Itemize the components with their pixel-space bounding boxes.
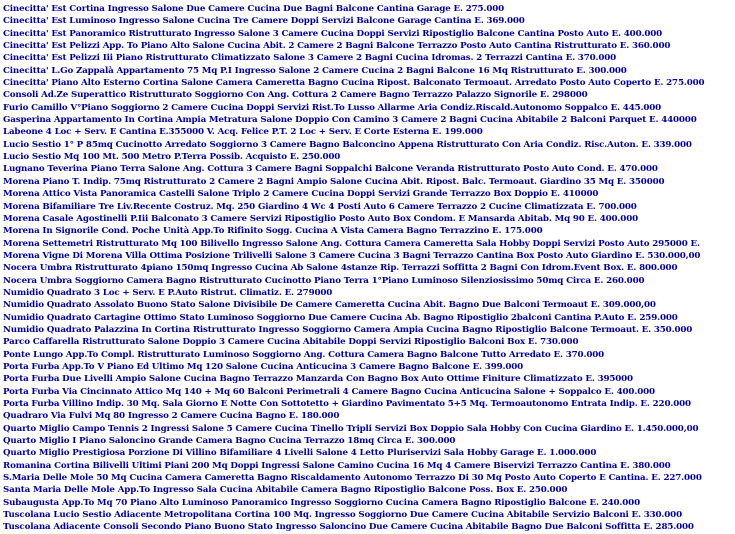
listing-item bbox=[3, 519, 735, 531]
listing-link[interactable]: Cinecitta' Piano Alto Esterno Cortina Salone Camera Cameretta Bagno Cucina Ripost. Balconato Termoaut. Arredato Posto Auto Coperto E. 275.000 bbox=[3, 78, 705, 89]
listing-item bbox=[3, 507, 735, 519]
listing-item bbox=[3, 384, 735, 396]
listing-link[interactable]: Cinecitta' Est Pelizzi Iii Piano Ristrutturato Climatizzato Salone 3 Camere 2 Bagni Cucina Idromas. 2 Terrazzi Cantina E. 370.000 bbox=[3, 53, 617, 64]
listing-item bbox=[3, 248, 735, 260]
listing-item bbox=[3, 100, 735, 112]
listing-item bbox=[3, 223, 735, 235]
listing-item bbox=[3, 50, 735, 62]
listing-link[interactable]: Parco Caffarella Ristrutturato Salone Doppio 3 Camere Cucina Abitabile Doppi Servizi Ripostiglio Balconi Box E. 730.000 bbox=[3, 337, 579, 348]
listing-link[interactable]: Porta Furba Villino Indip. 30 Mq. Sala Giorno E Notte Con Sottotetto + Giardino Pavimentato 5+5 Mq. Termoautonomo Entrata Indip. E. 220.000 bbox=[3, 399, 691, 409]
listing-link[interactable]: Gasperina Appartamento In Cortina Ampia Metratura Salone Doppio Con Camino 3 Camere 2 Bagni Cucina Abitabile 2 Balconi Parquet E. 440000 bbox=[3, 115, 697, 126]
listing-item bbox=[3, 211, 735, 223]
listing-item bbox=[3, 359, 735, 371]
listing-link[interactable]: Quarto Miglio I Piano Saloncino Grande Camera Bagno Cucina Terrazzo 18mq Circa E. 300.000 bbox=[3, 436, 456, 447]
listing-link[interactable]: Lugnano Teverina Piano Terra Salone Ang. Cottura 3 Camere Bagni Soppalchi Balcone Veranda Ristrutturato Posto Auto Cond. E. 470.000 bbox=[3, 164, 658, 175]
listing-link[interactable]: Tuscolana Lucio Sestio Adiacente Metropolitana Cortina 100 Mq. Ingresso Soggiorno Due Camere Cucina Abitabile Servizio Balconi E. 330.000 bbox=[3, 510, 682, 521]
listing-link[interactable]: Numidio Quadrato Assolato Buono Stato Salone Divisibile De Camere Cameretta Cucina Abit. Bagno Due Balconi Termoaut E. 309.000,00 bbox=[3, 300, 656, 311]
listing-link[interactable]: Romanina Cortina Bilivelli Ultimi Piani 200 Mq Doppi Ingressi Salone Camino Cucina 16 Mq 4 Camere Biservizi Terrazzo Cantina E. 380.000 bbox=[3, 460, 671, 471]
listing-link[interactable]: Quarto Miglio Prestigiosa Porzione Di Villino Bifamiliare 4 Livelli Salone 4 Letto Pluriservizi Sala Hobby Garage E. 1.000.000 bbox=[3, 448, 597, 459]
listing-item bbox=[3, 137, 735, 149]
listing-item bbox=[3, 112, 735, 124]
listing-item bbox=[3, 408, 735, 420]
listing-item bbox=[3, 13, 735, 25]
listing-link[interactable]: Morena In Signorile Cond. Poche Unità App.To Rifinito Sogg. Cucina A Vista Camera Bagno Terrazzino E. 175.000 bbox=[3, 226, 543, 237]
listing-item bbox=[3, 38, 735, 50]
listing-item bbox=[3, 174, 735, 186]
listing-item bbox=[3, 26, 735, 38]
listing-link[interactable]: Quadraro Via Fulvi Mq 80 Ingresso 2 Camere Cucina Bagno E. 180.000 bbox=[3, 411, 340, 422]
listing-link[interactable]: Morena Bifamiliare Tre Liv.Recente Costruz. Mq. 250 Giardino 4 Wc 4 Posti Auto 6 Camere Terrazzo 2 Cucine Climatizzata E. 700.000 bbox=[3, 201, 637, 212]
listing-link[interactable]: Furio Camillo V°Piano Soggiorno 2 Camere Cucina Doppi Servizi Rist.To Lusso Allarme Aria Condiz.Riscald.Autonomo Soppalco E. 445.000 bbox=[3, 102, 662, 113]
listing-link[interactable]: Numidio Quadrato Cartagine Ottimo Stato Luminoso Soggiorno Due Camere Cucina Ab. Bagno Ripostiglio 2balconi Cantina P.Auto E. 259.000 bbox=[3, 312, 678, 323]
listing-link[interactable]: Morena Attico Vista Panoramica Castelli Salone Triplo 2 Camere Cucina Doppi Servizi Grande Terrazzo Box Doppio E. 410000 bbox=[3, 189, 599, 200]
listing-link[interactable]: Cinecitta' L.Go Zappalà Appartamento 75 Mq P.I Ingresso Salone 2 Camere Cucina 2 Bagni Balcone 16 Mq Ristrutturato E. 300.000 bbox=[3, 65, 627, 76]
listing-link[interactable]: Labeone 4 Loc + Serv. E Cantina E.355000 V. Acq. Felice P.T. 2 Loc + Serv. E Corte Esterna E. 199.000 bbox=[3, 127, 483, 138]
listing-item bbox=[3, 1, 735, 13]
listing-item bbox=[3, 433, 735, 445]
listing-link[interactable]: Subaugusta App.To Mq 70 Piano Alto Luminoso Panoramico Ingresso Soggiorno Cucina Camera Bagno Ripostiglio Balcone E. 240.000 bbox=[3, 497, 640, 508]
listing-item bbox=[3, 87, 735, 99]
listing-link[interactable]: Ponte Lungo App.To Compl. Ristrutturato Luminoso Soggiorno Ang. Cottura Camera Bagno Balcone Tutto Arredato E. 370.000 bbox=[3, 349, 605, 360]
listing-item bbox=[3, 297, 735, 309]
listing-link[interactable]: Lucio Sestio Mq 100 Mt. 500 Metro P.Terra Possib. Acquisto E. 250.000 bbox=[3, 152, 341, 163]
listing-link[interactable]: Cinecitta' Est Luminoso Ingresso Salone Cucina Tre Camere Doppi Servizi Balcone Garage Cantina E. 369.000 bbox=[3, 16, 525, 27]
listing-item bbox=[3, 495, 735, 507]
listing-item bbox=[3, 63, 735, 75]
listing-item bbox=[3, 334, 735, 346]
listing-item bbox=[3, 260, 735, 272]
listing-item bbox=[3, 236, 735, 248]
listing-link[interactable]: Morena Settemetri Ristrutturato Mq 100 Bilivello Ingresso Salone Ang. Cottura Camera Cameretta Sala Hobby Doppi Servizi Posto Auto 295000 E. bbox=[3, 238, 700, 249]
listing-item bbox=[3, 347, 735, 359]
listing-item bbox=[3, 396, 735, 408]
listing-item bbox=[3, 149, 735, 161]
listing-item bbox=[3, 186, 735, 198]
listing-link[interactable]: Nocera Umbra Ristrutturato 4piano 150mq Ingresso Cucina Ab Salone 4stanze Rip. Terrazzi Soffitta 2 Bagni Con Idrom.Event Box. E. 800.000 bbox=[3, 263, 678, 274]
listing-link[interactable]: S.Maria Delle Mole 50 Mq Cucina Camera Cameretta Bagno Riscaldamento Autonomo Terrazzo Di 30 Mq Posto Auto Coperto E Cantina. E. 227.000 bbox=[3, 473, 702, 484]
listing-item bbox=[3, 371, 735, 383]
listing-link[interactable]: Porta Furba App.To V Piano Ed Ultimo Mq 120 Salone Cucina Anticucina 3 Camere Bagno Balcone E. 399.000 bbox=[3, 361, 524, 372]
listing-item bbox=[3, 285, 735, 297]
listing-item bbox=[3, 445, 735, 457]
listing-link[interactable]: Tuscolana Adiacente Consoli Secondo Piano Buono Stato Ingresso Saloncino Due Camere Cucina Abitabile Bagno Due Balconi Soffitta E. 285.000 bbox=[3, 522, 694, 533]
listing-link[interactable]: Morena Vigne Di Morena Villa Ottima Posizione Trilivelli Salone 3 Camere Cucina 3 Bagni Terrazzo Cantina Box Posto Auto Giardino E. 530.000,00 bbox=[3, 250, 701, 261]
listing-item bbox=[3, 161, 735, 173]
listing-link[interactable]: Cinecitta' Est Panoramico Ristrutturato Ingresso Salone 3 Camere Cucina Doppi Servizi Ripostiglio Balcone Cantina Posto Auto E. 400.000 bbox=[3, 28, 663, 39]
listing-item bbox=[3, 421, 735, 433]
listing-link[interactable]: Porta Furba Due Livelli Ampio Salone Cucina Bagno Terrazzo Manzarda Con Bagno Box Auto Ottime Finiture Climatizzato E. 395000 bbox=[3, 374, 633, 385]
listing-link[interactable]: Consoli Ad.Ze Superattico Ristrutturato Soggiorno Con Ang. Cottura 2 Camere Bagno Terrazzo Palazzo Signorile E. 298000 bbox=[3, 90, 588, 101]
listing-item bbox=[3, 75, 735, 87]
listing-link[interactable]: Morena Piano T. Indip. 75mq Ristrutturato 2 Camere 2 Bagni Ampio Salone Cucina Abit. Ripost. Balc. Termoaut. Giardino 35 Mq E. 350000 bbox=[3, 176, 665, 187]
listing-item bbox=[3, 310, 735, 322]
listing-link[interactable]: Cinecitta' Est Cortina Ingresso Salone Due Camere Cucina Due Bagni Balcone Cantina Garage E. 275.000 bbox=[3, 4, 505, 14]
listing-link[interactable]: Santa Maria Delle Mole App.To Ingresso Sala Cucina Abitabile Camera Bagno Ripostiglio Balcone Poss. Box E. 250.000 bbox=[3, 485, 568, 496]
listing-link[interactable]: Numidio Quadrato 3 Loc + Serv. E P.Auto Ristrut. Climatiz. E. 279000 bbox=[3, 287, 333, 298]
listing-item bbox=[3, 199, 735, 211]
listing-link[interactable]: Porta Furba Via Cincinnato Attico Mq 140 + Mq 60 Balconi Perimetrali 4 Camere Bagno Cucina Anticucina Salone + Soppalco E. 400.000 bbox=[3, 386, 655, 397]
listing-item bbox=[3, 322, 735, 334]
listing-item bbox=[3, 482, 735, 494]
listing-link[interactable]: Quarto Miglio Campo Tennis 2 Ingressi Salone 5 Camere Cucina Tinello Tripli Servizi Box Doppio Sala Hobby Con Cucina Giardino E. 1.450.000,00 bbox=[3, 423, 699, 434]
listing-item bbox=[3, 458, 735, 470]
listing-item bbox=[3, 124, 735, 136]
listing-link[interactable]: Lucio Sestio 1° P 85mq Cucinotto Arredato Soggiorno 3 Camere Bagno Balconcino Appena Ristrutturato Con Aria Condiz. Risc.Auton. E. 339.000 bbox=[3, 139, 692, 150]
listing-link[interactable]: Morena Casale Agostinelli P.Iii Balconato 3 Camere Servizi Ripostiglio Posto Auto Box Condom. E Mansarda Abitab. Mq 90 E. 400.000 bbox=[3, 213, 638, 224]
listing-item bbox=[3, 273, 735, 285]
listing-link[interactable]: Nocera Umbra Soggiorno Camera Bagno Ristrutturato Cucinotto Piano Terra 1°Piano Luminoso Silenziosissimo 50mq Circa E. 260.000 bbox=[3, 275, 645, 286]
listing-link[interactable]: Numidio Quadrato Palazzina In Cortina Ristrutturato Ingresso Soggiorno Camera Ampia Cucina Bagno Ripostiglio Balcone Termoaut. E. 350.000 bbox=[3, 324, 693, 335]
listing-link[interactable]: Cinecitta' Est Pelizzi App. To Piano Alto Salone Cucina Abit. 2 Camere 2 Bagni Balcone Terrazzo Posto Auto Cantina Ristrutturato E. 360.000 bbox=[3, 41, 671, 52]
listing-item bbox=[3, 470, 735, 482]
